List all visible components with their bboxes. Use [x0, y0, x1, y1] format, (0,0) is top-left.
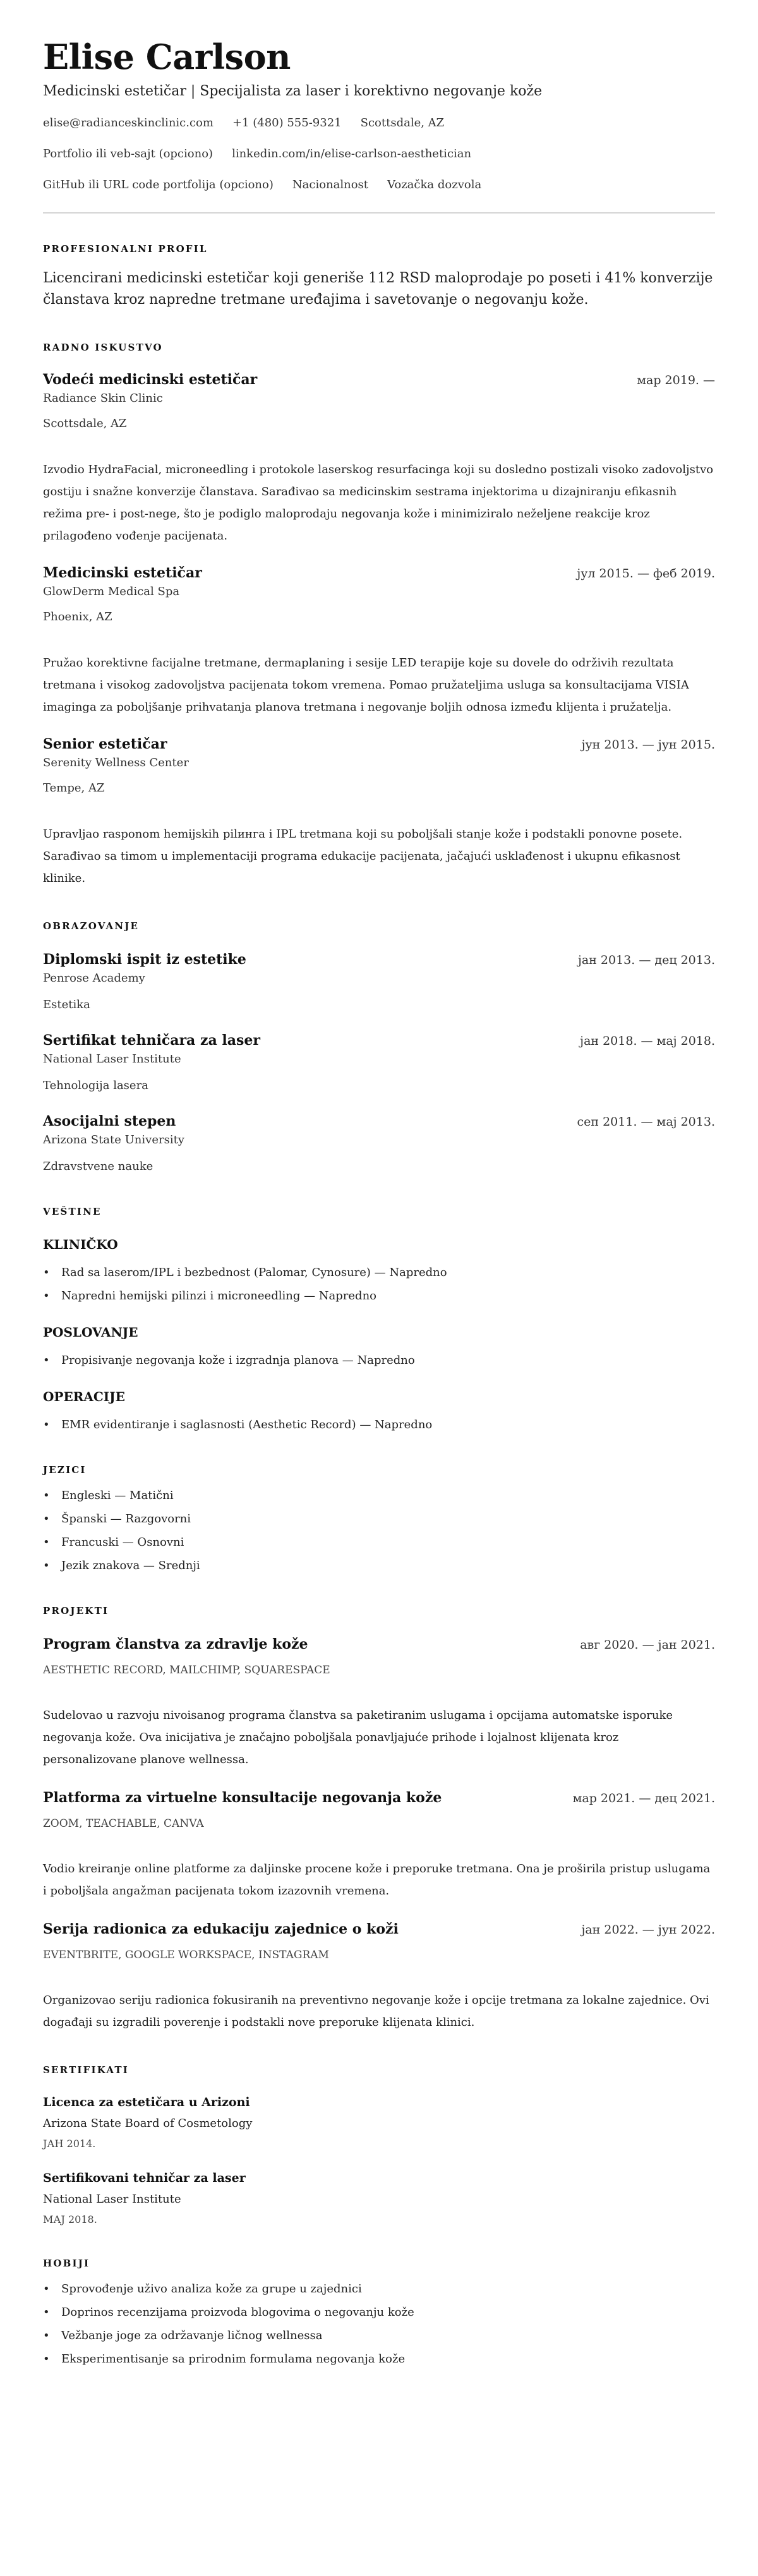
certificate-entry: [43, 2170, 715, 2227]
skill-group-clinical: [43, 1236, 715, 1304]
job-description: Izvodio HydraFacial, microneedling i protokole laserskog resurfacinga koji su dosledno postizali visoko zadovoljstvo gostiju i snažne konverzije članstava. Sarađivao sa medicinskim sestrama injektorima u dizajniranju efikasnih režima pre- i post-nege, što je podiglo maloprodaju negovanja kože i minimiziralo neželjene reakcije kroz prilagođeno vođenje pacijenata.: [43, 463, 714, 543]
section-title: PROJEKTI: [43, 1605, 109, 1616]
skill-item: • Napredni hemijski pilinzi i microneedling — Napredno: [43, 1288, 715, 1304]
job-description: Pružao korektivne facijalne tretmane, dermaplaning i sesije LED terapije koje su dovele do održivih rezultata tretmana i visokog zadovoljstva pacijenata tokom vremena. Pomao pružateljima usluga sa konsultacijama VISIA imaginga za poboljšanje prihvatanja planova tretmana i negovanje boljih odnosa između klijenta i pružatelja.: [43, 656, 689, 714]
skill-group-title: OPERACIJE: [43, 1389, 125, 1404]
section-title: VEŠTINE: [43, 1206, 102, 1217]
job-dates: јул 2015. — феб 2019.: [577, 567, 715, 581]
certificate-date: ЈАН 2014.: [43, 2138, 96, 2150]
contact-email[interactable]: elise@radianceskinclinic.com: [43, 116, 214, 129]
section-projects: [43, 1604, 715, 2033]
section-languages: [43, 1464, 715, 1574]
skill-item: • Propisivanje negovanja kože i izgradnja planova — Napredno: [43, 1352, 715, 1369]
skill-item: • EMR evidentiranje i saglasnosti (Aesthetic Record) — Napredno: [43, 1417, 715, 1433]
experience-entry: [43, 563, 715, 718]
education-dates: јан 2013. — дец 2013.: [578, 953, 715, 967]
field-of-study: Tehnologija lasera: [43, 1079, 148, 1092]
education-entry: [43, 950, 715, 1013]
field-of-study: Estetika: [43, 998, 90, 1011]
contact-row-3: [43, 177, 715, 193]
section-profile: [43, 243, 715, 311]
job-location: Scottsdale, AZ: [43, 417, 127, 430]
certificate-date: МАЈ 2018.: [43, 2213, 97, 2225]
project-entry: [43, 1788, 715, 1902]
field-of-study: Zdravstvene nauke: [43, 1160, 153, 1173]
section-title: JEZICI: [43, 1464, 87, 1476]
section-title: SERTIFIKATI: [43, 2064, 129, 2076]
project-description: Sudelovao u razvoju nivoisanog programa članstva sa paketiranim uslugama i opcijama automatske isporuke negovanja kože. Ova inicijativa je značajno poboljšala ponavljajuće prihode i lojalnost klijenata kroz personalizovane planove wellnessa.: [43, 1709, 673, 1766]
contact-phone[interactable]: +1 (480) 555-9321: [232, 116, 342, 129]
resume-header: [43, 37, 715, 214]
school-name: Arizona State University: [43, 1133, 184, 1147]
hobby-item: • Eksperimentisanje sa prirodnim formulama negovanja kože: [43, 2351, 715, 2368]
experience-entry: [43, 370, 715, 547]
contact-github[interactable]: GitHub ili URL code portfolija (opciono): [43, 178, 274, 191]
certificate-entry: [43, 2094, 715, 2151]
section-experience: [43, 341, 715, 889]
job-dates: мар 2019. —: [637, 373, 715, 387]
education-dates: јан 2018. — мај 2018.: [580, 1034, 715, 1048]
headline: Medicinski estetičar | Specijalista za laser i korektivno negovanje kože: [43, 83, 543, 99]
degree-title: Asocijalni stepen: [43, 1113, 176, 1129]
certificate-issuer: Arizona State Board of Cosmetology: [43, 2117, 253, 2130]
education-entry: [43, 1112, 715, 1175]
project-entry: [43, 1920, 715, 2033]
language-item: • Španski — Razgovorni: [43, 1511, 715, 1527]
project-dates: авг 2020. — јан 2021.: [580, 1638, 715, 1652]
section-title: RADNO ISKUSTVO: [43, 342, 163, 353]
project-name: Program članstva za zdravlje kože: [43, 1636, 308, 1652]
company-name: GlowDerm Medical Spa: [43, 585, 180, 598]
project-tech: EVENTBRITE, GOOGLE WORKSPACE, INSTAGRAM: [43, 1949, 329, 1961]
job-dates: јун 2013. — јун 2015.: [581, 738, 715, 752]
degree-title: Sertifikat tehničara za laser: [43, 1032, 260, 1049]
language-item: • Engleski — Matični: [43, 1488, 715, 1504]
company-name: Serenity Wellness Center: [43, 756, 189, 769]
contact-row-2: [43, 146, 715, 162]
education-dates: сеп 2011. — мај 2013.: [577, 1115, 715, 1129]
language-item: • Jezik znakova — Srednji: [43, 1558, 715, 1574]
education-entry: [43, 1031, 715, 1094]
skill-group-title: KLINIČKO: [43, 1237, 118, 1252]
experience-entry: [43, 735, 715, 889]
certificate-issuer: National Laser Institute: [43, 2193, 181, 2206]
skill-group-operations: [43, 1388, 715, 1433]
contact-location: Scottsdale, AZ: [360, 116, 445, 129]
section-title: PROFESIONALNI PROFIL: [43, 243, 208, 255]
school-name: National Laser Institute: [43, 1052, 181, 1066]
project-tech: AESTHETIC RECORD, MAILCHIMP, SQUARESPACE: [43, 1664, 330, 1676]
project-entry: [43, 1635, 715, 1771]
project-dates: мар 2021. — дец 2021.: [572, 1791, 715, 1805]
company-name: Radiance Skin Clinic: [43, 392, 163, 405]
degree-title: Diplomski ispit iz estetike: [43, 951, 246, 968]
project-dates: јан 2022. — јун 2022.: [581, 1923, 715, 1937]
candidate-name: Elise Carlson: [43, 37, 291, 77]
contact-portfolio[interactable]: Portfolio ili veb-sajt (opciono): [43, 147, 214, 160]
project-description: Organizovao seriju radionica fokusiranih na preventivno negovanje kože i opcije tretmana za lokalne zajednice. Ovi događaji su izgradili poverenje i podstakli nove preporuke klijenata klinici.: [43, 1994, 709, 2029]
contact-driving-license: Vozačka dozvola: [387, 178, 482, 191]
section-certificates: [43, 2064, 715, 2227]
job-title: Senior estetičar: [43, 736, 167, 752]
hobby-item: • Doprinos recenzijama proizvoda blogovima o negovanju kože: [43, 2304, 715, 2321]
certificate-name: Sertifikovani tehničar za laser: [43, 2171, 246, 2185]
job-title: Vodeći medicinski estetičar: [43, 371, 258, 388]
project-name: Platforma za virtuelne konsultacije negovanja kože: [43, 1790, 442, 1806]
project-name: Serija radionica za edukaciju zajednice o koži: [43, 1921, 399, 1937]
school-name: Penrose Academy: [43, 972, 145, 985]
project-description: Vodio kreiranje online platforme za daljinske procene kože i preporuke tretmana. Ona je proširila pristup uslugama i poboljšala angažman pacijenata tokom izazovnih vremena.: [43, 1862, 711, 1898]
contact-linkedin[interactable]: linkedin.com/in/elise-carlson-aesthetician: [232, 147, 472, 160]
section-hobbies: [43, 2257, 715, 2368]
job-location: Tempe, AZ: [43, 781, 105, 795]
hobby-item: • Sprovođenje uživo analiza kože za grupe u zajednici: [43, 2281, 715, 2297]
skill-group-business: [43, 1323, 715, 1369]
skill-item: • Rad sa laserom/IPL i bezbednost (Palomar, Cynosure) — Napredno: [43, 1265, 715, 1281]
header-divider: [43, 212, 715, 214]
section-skills: [43, 1205, 715, 1433]
job-description: Upravljao rasponom hemijskih pilинга i IPL tretmana koji su poboljšali stanje kože i podstakli ponovne posete. Sarađivao sa timom u implementaciji programa edukacije pacijenata, jačajući usklađenost i ukupnu efikasnost klinike.: [43, 828, 683, 885]
section-education: [43, 920, 715, 1175]
project-tech: ZOOM, TEACHABLE, CANVA: [43, 1817, 204, 1830]
job-title: Medicinski estetičar: [43, 565, 202, 581]
contact-row-1: [43, 115, 715, 131]
hobby-item: • Vežbanje joge za održavanje ličnog wellnessa: [43, 2328, 715, 2344]
job-location: Phoenix, AZ: [43, 610, 112, 623]
contact-nationality: Nacionalnost: [292, 178, 369, 191]
section-title: HOBIJI: [43, 2258, 90, 2269]
language-item: • Francuski — Osnovni: [43, 1534, 715, 1551]
skill-group-title: POSLOVANJE: [43, 1325, 138, 1340]
certificate-name: Licenca za estetičara u Arizoni: [43, 2095, 250, 2109]
profile-summary: Licencirani medicinski estetičar koji generiše 112 RSD maloprodaje po poseti i 41% konverzije članstava kroz napredne tretmane uređajima i savetovanje o negovanju kože.: [43, 270, 713, 308]
section-title: OBRAZOVANJE: [43, 920, 140, 932]
